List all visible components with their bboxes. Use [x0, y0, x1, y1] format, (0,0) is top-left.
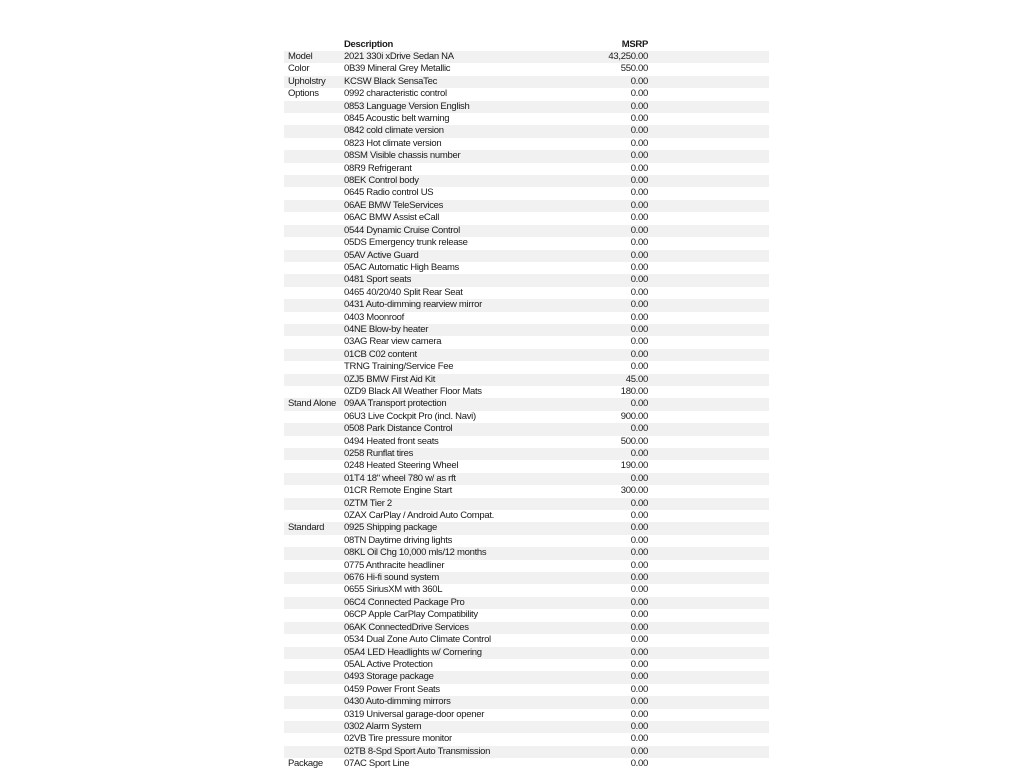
row-msrp: 0.00: [630, 658, 648, 670]
row-category: [284, 746, 344, 758]
row-description: 0430 Auto-dimming mirrors: [344, 696, 451, 708]
table-row: [284, 76, 769, 88]
row-category: [284, 721, 344, 733]
row-msrp: 0.00: [630, 361, 648, 373]
table-row: [284, 398, 769, 410]
table-row: [284, 163, 769, 175]
row-description: 0544 Dynamic Cruise Control: [344, 224, 460, 236]
table-row: [284, 609, 769, 621]
row-msrp: 0.00: [630, 274, 648, 286]
row-msrp: 0.00: [630, 683, 648, 695]
row-msrp: 0.00: [630, 497, 648, 509]
row-msrp: 0.00: [630, 311, 648, 323]
table-row: [284, 113, 769, 125]
row-description: 0B39 Mineral Grey Metallic: [344, 63, 451, 75]
row-category: Stand Alone: [288, 398, 336, 410]
row-msrp: 0.00: [630, 162, 648, 174]
row-description: 0676 Hi-fi sound system: [344, 572, 440, 584]
row-category: [284, 659, 344, 671]
table-row: [284, 88, 769, 100]
row-description: 05A4 LED Headlights w/ Cornering: [344, 646, 482, 658]
row-description: 05AL Active Protection: [344, 658, 433, 670]
table-row: [284, 758, 769, 770]
row-msrp: 0.00: [630, 733, 648, 745]
row-msrp: 0.00: [630, 547, 648, 559]
row-description: 06C4 Connected Package Pro: [344, 596, 465, 608]
row-msrp: 0.00: [630, 199, 648, 211]
row-description: 0ZTM Tier 2: [344, 497, 392, 509]
row-description: 0823 Hot climate version: [344, 137, 442, 149]
row-category: Standard: [288, 522, 325, 534]
table-row: [284, 684, 769, 696]
table-row: [284, 498, 769, 510]
row-msrp: 0.00: [630, 261, 648, 273]
row-category: [284, 671, 344, 683]
description-header: Description: [344, 39, 393, 50]
row-category: [284, 411, 344, 423]
row-category: [284, 584, 344, 596]
row-description: 08KL Oil Chg 10,000 mls/12 months: [344, 547, 487, 559]
table-row: [284, 212, 769, 224]
row-msrp: 0.00: [630, 634, 648, 646]
row-msrp: 0.00: [630, 150, 648, 162]
table-row: [284, 510, 769, 522]
row-description: 0534 Dual Zone Auto Climate Control: [344, 634, 491, 646]
table-row: [284, 299, 769, 311]
row-category: [284, 187, 344, 199]
row-msrp: 190.00: [620, 460, 648, 472]
table-row: [284, 460, 769, 472]
row-category: [284, 125, 344, 137]
table-row: [284, 634, 769, 646]
table-row: [284, 473, 769, 485]
table-row: [284, 746, 769, 758]
window-sticker-sheet: [284, 38, 769, 771]
table-row: [284, 336, 769, 348]
table-row: [284, 423, 769, 435]
table-row: [284, 436, 769, 448]
row-msrp: 0.00: [630, 609, 648, 621]
row-category: [284, 237, 344, 249]
row-category: [284, 733, 344, 745]
row-description: 08EK Control body: [344, 175, 419, 187]
table-row: [284, 374, 769, 386]
table-row: [284, 138, 769, 150]
row-category: [284, 262, 344, 274]
table-row: [284, 287, 769, 299]
row-category: [284, 250, 344, 262]
row-category: [284, 634, 344, 646]
row-description: 0992 characteristic control: [344, 88, 447, 100]
table-row: [284, 733, 769, 745]
row-msrp: 0.00: [630, 175, 648, 187]
row-category: [284, 150, 344, 162]
row-category: [284, 386, 344, 398]
row-description: 0775 Anthracite headliner: [344, 559, 445, 571]
row-description: 04NE Blow-by heater: [344, 323, 429, 335]
row-description: 01CR Remote Engine Start: [344, 485, 452, 497]
row-msrp: 0.00: [630, 510, 648, 522]
table-row: [284, 572, 769, 584]
row-description: 0465 40/20/40 Split Rear Seat: [344, 286, 463, 298]
row-msrp: 0.00: [630, 472, 648, 484]
row-description: KCSW Black SensaTec: [344, 75, 438, 87]
row-category: [284, 113, 344, 125]
table-row: [284, 584, 769, 596]
row-msrp: 0.00: [630, 249, 648, 261]
row-description: 02VB Tire pressure monitor: [344, 733, 452, 745]
row-category: [284, 361, 344, 373]
row-description: 0ZAX CarPlay / Android Auto Compat.: [344, 510, 495, 522]
table-row: [284, 51, 769, 63]
row-category: [284, 535, 344, 547]
row-description: 08SM Visible chassis number: [344, 150, 461, 162]
row-msrp: 0.00: [630, 448, 648, 459]
table-row: [284, 560, 769, 572]
row-msrp: 180.00: [620, 385, 648, 397]
row-category: [284, 609, 344, 621]
row-description: 2021 330i xDrive Sedan NA: [344, 51, 454, 62]
row-msrp: 900.00: [620, 410, 648, 422]
row-msrp: 0.00: [630, 75, 648, 87]
row-description: 08TN Daytime driving lights: [344, 534, 453, 546]
row-description: 06AE BMW TeleServices: [344, 199, 444, 211]
row-description: 06CP Apple CarPlay Compatibility: [344, 609, 478, 621]
row-category: [284, 163, 344, 175]
row-msrp: 550.00: [620, 63, 648, 75]
row-category: [284, 498, 344, 510]
row-category: Options: [288, 88, 319, 100]
row-msrp: 0.00: [630, 758, 648, 770]
row-description: 02TB 8-Spd Sport Auto Transmission: [344, 745, 491, 757]
row-category: [284, 175, 344, 187]
row-category: [284, 349, 344, 361]
row-description: 05DS Emergency trunk release: [344, 237, 468, 249]
row-category: [284, 448, 344, 460]
row-msrp: 0.00: [630, 596, 648, 608]
row-description: 0845 Acoustic belt warning: [344, 113, 450, 125]
row-description: 05AC Automatic High Beams: [344, 261, 460, 273]
table-row: [284, 125, 769, 137]
table-row: [284, 448, 769, 460]
row-msrp: 0.00: [630, 534, 648, 546]
table-row: [284, 324, 769, 336]
row-msrp: 0.00: [630, 671, 648, 683]
category-header: [284, 38, 344, 51]
row-category: [284, 374, 344, 386]
row-category: [284, 200, 344, 212]
row-description: 0493 Storage package: [344, 671, 434, 683]
row-category: [284, 647, 344, 659]
row-category: [284, 485, 344, 497]
row-msrp: 0.00: [630, 348, 648, 360]
row-msrp: 0.00: [630, 125, 648, 137]
row-category: Upholstry: [288, 75, 326, 87]
row-category: Model: [288, 51, 313, 62]
row-msrp: 0.00: [630, 323, 648, 335]
table-row: [284, 101, 769, 113]
table-row: [284, 671, 769, 683]
row-category: Color: [288, 63, 310, 75]
row-category: [284, 684, 344, 696]
row-description: 0302 Alarm System: [344, 720, 422, 732]
row-category: Package: [288, 758, 323, 770]
row-msrp: 0.00: [630, 745, 648, 757]
row-msrp: 0.00: [630, 559, 648, 571]
table-row: [284, 411, 769, 423]
row-description: 0655 SiriusXM with 360L: [344, 584, 443, 596]
row-category: [284, 274, 344, 286]
row-description: 0494 Heated front seats: [344, 435, 439, 447]
row-category: [284, 510, 344, 522]
row-description: 0853 Language Version English: [344, 100, 470, 112]
row-msrp: 0.00: [630, 696, 648, 708]
row-category: [284, 138, 344, 150]
row-description: 0481 Sport seats: [344, 274, 412, 286]
row-msrp: 0.00: [630, 720, 648, 732]
row-msrp: 0.00: [630, 137, 648, 149]
row-description: 05AV Active Guard: [344, 249, 419, 261]
row-msrp: 500.00: [620, 435, 648, 447]
table-row: [284, 696, 769, 708]
table-row: [284, 262, 769, 274]
table-row: [284, 250, 769, 262]
row-msrp: 0.00: [630, 708, 648, 720]
table-row: [284, 150, 769, 162]
row-category: [284, 336, 344, 348]
row-category: [284, 225, 344, 237]
table-row: [284, 361, 769, 373]
row-description: 0319 Universal garage-door opener: [344, 708, 485, 720]
row-description: 0459 Power Front Seats: [344, 683, 440, 695]
row-msrp: 0.00: [630, 572, 648, 584]
row-msrp: 45.00: [625, 373, 648, 385]
row-description: 01CB C02 content: [344, 348, 417, 360]
row-description: 0258 Runflat tires: [344, 448, 414, 459]
row-description: 0ZD9 Black All Weather Floor Mats: [344, 385, 482, 397]
row-description: 0ZJ5 BMW First Aid Kit: [344, 373, 436, 385]
table-row: [284, 522, 769, 534]
row-category: [284, 212, 344, 224]
row-msrp: 0.00: [630, 621, 648, 633]
msrp-header: MSRP: [621, 39, 648, 50]
row-category: [284, 423, 344, 435]
table-row: [284, 63, 769, 75]
options-table-body: [284, 51, 769, 771]
row-category: [284, 696, 344, 708]
row-description: 06AC BMW Assist eCall: [344, 212, 440, 224]
table-row: [284, 187, 769, 199]
table-row: [284, 237, 769, 249]
row-category: [284, 622, 344, 634]
row-msrp: 0.00: [630, 224, 648, 236]
row-description: 0925 Shipping package: [344, 522, 438, 534]
row-msrp: 43,250.00: [608, 51, 648, 62]
table-row: [284, 386, 769, 398]
table-header: [284, 38, 769, 51]
row-msrp: 0.00: [630, 336, 648, 348]
table-row: [284, 274, 769, 286]
table-row: [284, 485, 769, 497]
row-category: [284, 547, 344, 559]
row-msrp: 0.00: [630, 113, 648, 125]
row-category: [284, 460, 344, 472]
table-row: [284, 622, 769, 634]
table-row: [284, 709, 769, 721]
table-row: [284, 647, 769, 659]
row-msrp: 300.00: [620, 485, 648, 497]
row-msrp: 0.00: [630, 212, 648, 224]
row-description: 0248 Heated Steering Wheel: [344, 460, 459, 472]
row-category: [284, 572, 344, 584]
row-msrp: 0.00: [630, 398, 648, 410]
row-msrp: 0.00: [630, 286, 648, 298]
row-msrp: 0.00: [630, 584, 648, 596]
row-description: 09AA Transport protection: [344, 398, 447, 410]
table-row: [284, 547, 769, 559]
row-description: 08R9 Refrigerant: [344, 162, 412, 174]
row-category: [284, 312, 344, 324]
row-category: [284, 436, 344, 448]
table-row: [284, 535, 769, 547]
row-category: [284, 299, 344, 311]
row-description: 0508 Park Distance Control: [344, 423, 453, 435]
row-msrp: 0.00: [630, 423, 648, 435]
table-row: [284, 200, 769, 212]
row-description: TRNG Training/Service Fee: [344, 361, 454, 373]
table-row: [284, 225, 769, 237]
row-description: 0842 cold climate version: [344, 125, 444, 137]
table-row: [284, 349, 769, 361]
row-msrp: 0.00: [630, 522, 648, 534]
row-description: 07AC Sport Line: [344, 758, 410, 770]
row-msrp: 0.00: [630, 299, 648, 311]
row-description: 01T4 18" wheel 780 w/ as rft: [344, 472, 456, 484]
table-row: [284, 175, 769, 187]
table-row: [284, 659, 769, 671]
row-description: 0431 Auto-dimming rearview mirror: [344, 299, 482, 311]
row-msrp: 0.00: [630, 88, 648, 100]
row-description: 03AG Rear view camera: [344, 336, 442, 348]
row-msrp: 0.00: [630, 100, 648, 112]
table-row: [284, 721, 769, 733]
row-category: [284, 597, 344, 609]
row-description: 06AK ConnectedDrive Services: [344, 621, 469, 633]
row-category: [284, 287, 344, 299]
row-category: [284, 101, 344, 113]
row-msrp: 0.00: [630, 646, 648, 658]
row-description: 06U3 Live Cockpit Pro (incl. Navi): [344, 410, 476, 422]
row-category: [284, 324, 344, 336]
row-category: [284, 473, 344, 485]
row-category: [284, 560, 344, 572]
table-row: [284, 312, 769, 324]
row-description: 0645 Radio control US: [344, 187, 434, 199]
row-description: 0403 Moonroof: [344, 311, 405, 323]
row-category: [284, 709, 344, 721]
row-msrp: 0.00: [630, 237, 648, 249]
table-row: [284, 597, 769, 609]
row-msrp: 0.00: [630, 187, 648, 199]
